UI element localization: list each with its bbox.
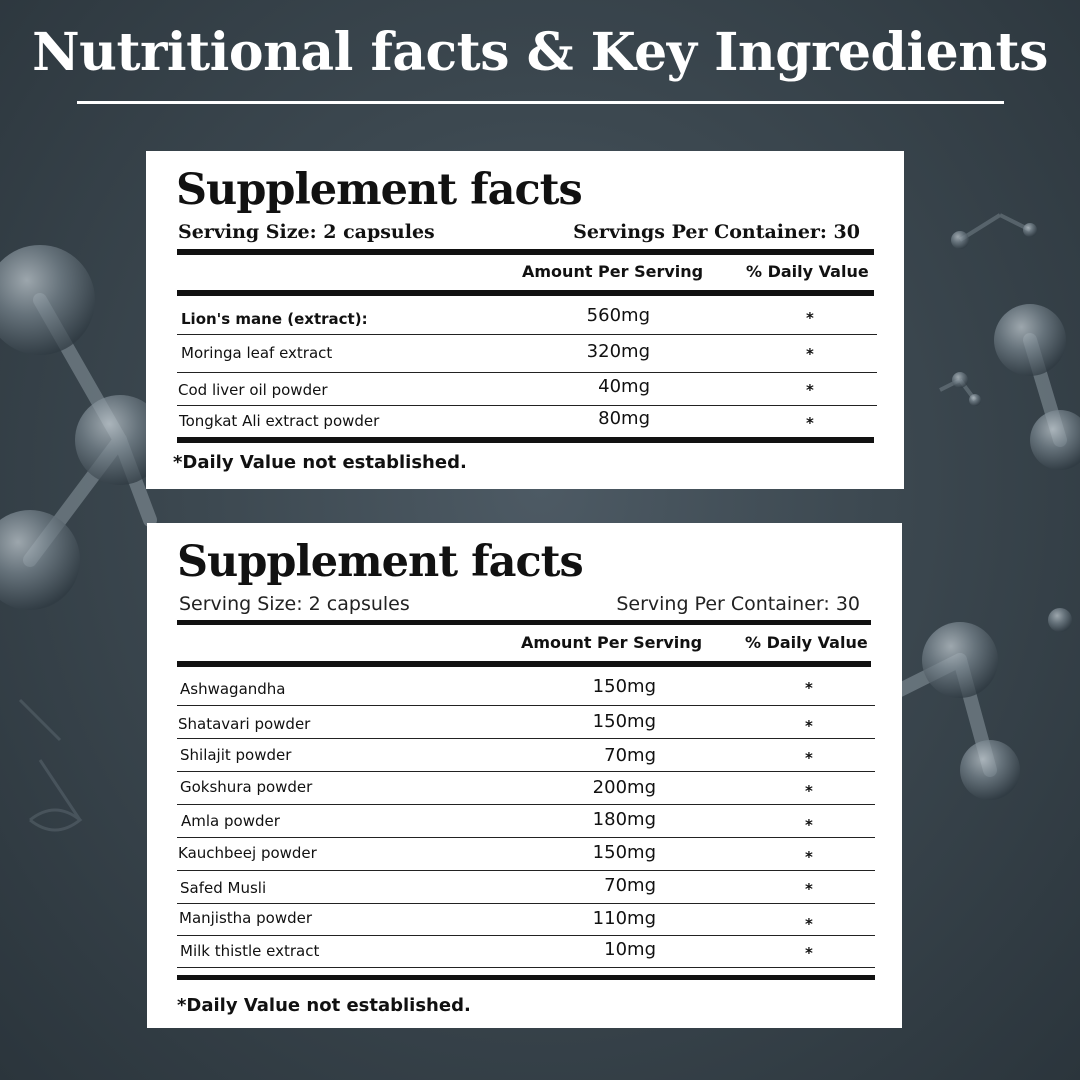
title-underline (77, 101, 1004, 104)
serving-size: Serving Size: 2 capsules (179, 593, 410, 615)
table-row (147, 838, 902, 870)
daily-value: * (806, 345, 814, 363)
top-rule (177, 249, 874, 255)
ingredient-name: Tongkat Ali extract powder (179, 412, 380, 430)
footnote: *Daily Value not established. (177, 995, 471, 1016)
ingredient-amount: 150mg (592, 676, 656, 697)
daily-value: * (805, 915, 813, 933)
daily-value: * (805, 880, 813, 898)
daily-value: * (805, 717, 813, 735)
daily-value: * (805, 944, 813, 962)
supplement-facts-panel-2 (147, 523, 902, 1028)
ingredient-amount: 180mg (592, 809, 656, 830)
daily-value: * (805, 749, 813, 767)
daily-value: * (805, 782, 813, 800)
ingredient-name: Safed Musli (180, 879, 267, 897)
ingredient-amount: 200mg (592, 777, 656, 798)
column-header-daily-value: % Daily Value (745, 633, 868, 652)
daily-value: * (806, 381, 814, 399)
ingredient-name: Shatavari powder (178, 715, 311, 733)
table-row (146, 335, 904, 372)
column-header-amount: Amount Per Serving (522, 262, 704, 281)
ingredient-name: Ashwagandha (180, 680, 286, 698)
ingredient-name: Cod liver oil powder (178, 381, 328, 399)
ingredient-amount: 40mg (598, 376, 650, 397)
serving-size: Serving Size: 2 capsules (178, 221, 435, 243)
table-row (147, 805, 902, 837)
ingredient-amount: 70mg (604, 875, 656, 896)
ingredient-name: Manjistha powder (179, 909, 313, 927)
ingredient-name: Kauchbeej powder (178, 844, 317, 862)
daily-value: * (806, 414, 814, 432)
ingredient-name: Lion's mane (extract): (181, 310, 368, 328)
panel-heading: Supplement facts (176, 165, 582, 215)
column-header-daily-value: % Daily Value (746, 262, 869, 281)
table-row (146, 373, 904, 405)
ingredient-name: Milk thistle extract (180, 942, 320, 960)
ingredient-amount: 560mg (586, 305, 650, 326)
table-row (146, 297, 904, 334)
top-rule (177, 620, 871, 625)
daily-value: * (805, 679, 813, 697)
table-row (147, 871, 902, 903)
ingredient-amount: 80mg (598, 408, 650, 429)
ingredient-amount: 110mg (592, 908, 656, 929)
panel-heading: Supplement facts (177, 537, 583, 587)
servings-per-container: Servings Per Container: 30 (573, 221, 860, 243)
ingredient-amount: 70mg (604, 745, 656, 766)
bottom-rule (177, 975, 875, 980)
daily-value: * (806, 309, 814, 327)
ingredient-name: Amla powder (181, 812, 280, 830)
ingredient-amount: 320mg (586, 341, 650, 362)
table-row (147, 904, 902, 935)
table-row (146, 406, 904, 438)
table-row (147, 667, 902, 705)
supplement-facts-panel-1 (146, 151, 904, 489)
header-rule (177, 290, 874, 296)
ingredient-name: Gokshura powder (180, 778, 313, 796)
table-row (147, 706, 902, 738)
footnote: *Daily Value not established. (173, 452, 467, 473)
ingredient-amount: 10mg (604, 939, 656, 960)
table-row (147, 936, 902, 967)
page-title: Nutritional facts & Key Ingredients (32, 22, 1048, 83)
daily-value: * (805, 816, 813, 834)
servings-per-container: Serving Per Container: 30 (616, 593, 860, 615)
table-row (147, 739, 902, 771)
ingredient-name: Moringa leaf extract (181, 344, 333, 362)
table-row (147, 772, 902, 804)
ingredient-name: Shilajit powder (180, 746, 292, 764)
daily-value: * (805, 848, 813, 866)
bottom-rule (177, 437, 874, 443)
row-divider (177, 967, 875, 968)
ingredient-amount: 150mg (592, 711, 656, 732)
column-header-amount: Amount Per Serving (521, 633, 703, 652)
ingredient-amount: 150mg (592, 842, 656, 863)
